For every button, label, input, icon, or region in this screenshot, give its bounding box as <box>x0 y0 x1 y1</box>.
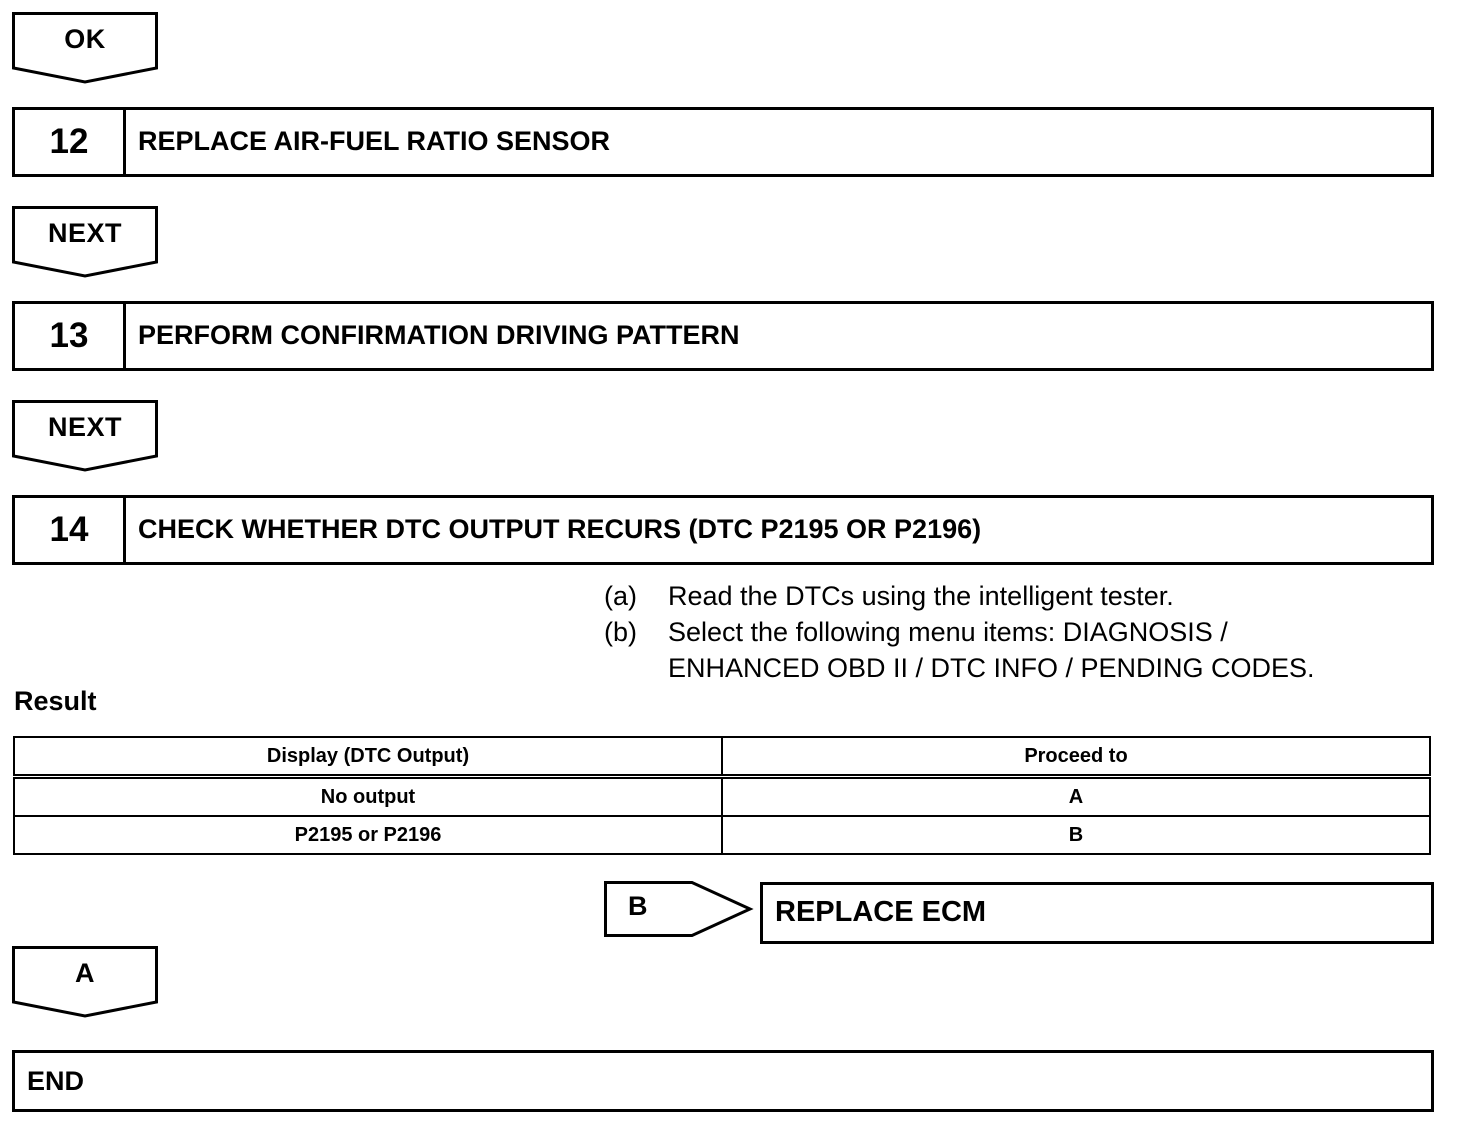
step-title: REPLACE AIR-FUEL RATIO SENSOR <box>138 126 611 156</box>
table-header-row <box>14 737 1430 777</box>
step-title: CHECK WHETHER DTC OUTPUT RECURS (DTC P2195 OR P2196) <box>138 514 982 544</box>
flow-tag-label: NEXT <box>47 218 122 248</box>
right-arrow-tag-shape <box>604 881 754 937</box>
step-number: 12 <box>15 110 126 174</box>
result-heading: Result <box>14 686 97 716</box>
step-box-14 <box>12 495 1434 565</box>
instruction-text: Read the DTCs using the intelligent tester. <box>668 581 1174 611</box>
column-header-display: Display (DTC Output) <box>14 737 722 777</box>
table-cell: B <box>722 816 1430 854</box>
step-number: 14 <box>15 498 126 562</box>
branch-b-arrow <box>604 881 754 937</box>
flow-tag-next <box>12 206 158 280</box>
step-number: 13 <box>15 304 126 368</box>
instruction-marker: (a) <box>604 581 637 611</box>
end-box <box>12 1050 1434 1112</box>
table-cell: P2195 or P2196 <box>14 816 722 854</box>
table-row <box>14 777 1430 817</box>
flow-tag-label: NEXT <box>47 412 122 442</box>
table-cell: A <box>722 777 1430 817</box>
table-cell: No output <box>14 777 722 817</box>
flow-tag-label: OK <box>64 24 106 54</box>
flow-tag-ok <box>12 12 158 86</box>
column-header-proceed: Proceed to <box>722 737 1430 777</box>
step-box-12 <box>12 107 1434 177</box>
action-title: REPLACE ECM <box>775 896 987 928</box>
branch-label: B <box>628 891 648 921</box>
instruction-text: ENHANCED OBD II / DTC INFO / PENDING CODES. <box>668 653 1315 683</box>
flow-tag-label: A <box>75 958 95 988</box>
end-title: END <box>27 1066 85 1096</box>
flow-tag-a <box>12 946 158 1020</box>
instruction-text: Select the following menu items: DIAGNOSIS / <box>668 617 1228 647</box>
flow-tag-next <box>12 400 158 474</box>
step-box-13 <box>12 301 1434 371</box>
instruction-marker: (b) <box>604 617 637 647</box>
table-row <box>14 816 1430 854</box>
result-table <box>13 736 1431 855</box>
step-title: PERFORM CONFIRMATION DRIVING PATTERN <box>138 320 740 350</box>
replace-ecm-box <box>760 882 1434 944</box>
